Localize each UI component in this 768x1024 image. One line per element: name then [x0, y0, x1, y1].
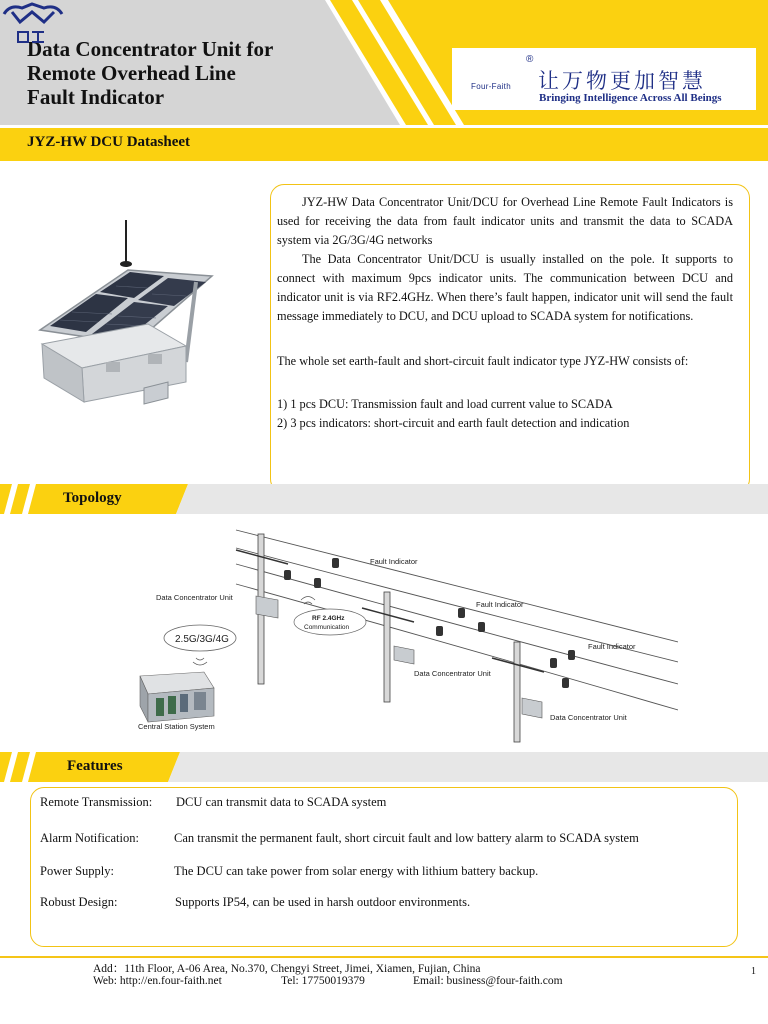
- page-title-line-2: Remote Overhead Line: [27, 61, 236, 85]
- topo-label-network: 2.5G/3G/4G: [175, 634, 229, 645]
- topology-diagram: [118, 522, 678, 744]
- intro-list-item-1: 1) 1 pcs DCU: Transmission fault and load current value to SCADA: [277, 397, 613, 411]
- feature-text: Can transmit the permanent fault, short circuit fault and low battery alarm to SCADA system: [174, 831, 639, 845]
- page-title-line-1: Data Concentrator Unit for: [27, 37, 274, 61]
- topo-label-fault-indicator-3: Fault Indicator: [588, 642, 636, 651]
- topo-label-rf-line-2: Communication: [304, 624, 350, 631]
- intro-paragraph-1: JYZ-HW Data Concentrator Unit/DCU for Overhead Line Remote Fault Indicators is used for receiving the data from fault indicator units and transmit the data to SCADA system via 2G/3G/4G networks: [277, 195, 733, 247]
- intro-paragraph-3: The whole set earth-fault and short-circuit fault indicator type JYZ-HW consists of:: [277, 354, 689, 368]
- features-heading: Features: [67, 758, 123, 774]
- feature-label: Robust Design:: [40, 895, 118, 909]
- footer-divider: [0, 956, 768, 958]
- datasheet-title: JYZ-HW DCU Datasheet: [27, 134, 191, 150]
- dcu-product-photo: [36, 212, 254, 410]
- topo-label-fault-indicator-2: Fault Indicator: [476, 600, 524, 609]
- feature-label: Remote Transmission:: [40, 795, 153, 809]
- footer-website-link[interactable]: Web: http://en.four-faith.net: [93, 975, 222, 987]
- topo-label-fault-indicator-1: Fault Indicator: [370, 557, 418, 566]
- topo-label-central-station: Central Station System: [138, 722, 215, 731]
- registered-mark: ®: [526, 54, 534, 65]
- central-station-icon: [140, 672, 214, 722]
- page-title-line-3: Fault Indicator: [27, 85, 165, 109]
- page-number: 1: [751, 966, 756, 977]
- feature-text: The DCU can take power from solar energy with lithium battery backup.: [174, 864, 539, 878]
- slogan-english: Bringing Intelligence Across All Beings: [539, 92, 722, 104]
- network-signal-icon: [193, 658, 207, 665]
- topo-label-dcu-2: Data Concentrator Unit: [414, 669, 491, 678]
- intro-list-item-2: 2) 3 pcs indicators: short-circuit and earth fault detection and indication: [277, 416, 630, 430]
- footer-email-link[interactable]: Email: business@four-faith.com: [413, 975, 563, 987]
- slogan-chinese: 让万物更加智慧: [538, 69, 706, 93]
- topo-label-dcu-3: Data Concentrator Unit: [550, 713, 627, 722]
- feature-text: Supports IP54, can be used in harsh outdoor environments.: [175, 895, 471, 909]
- feature-label: Alarm Notification:: [40, 831, 139, 845]
- intro-paragraph-2: The Data Concentrator Unit/DCU is usually installed on the pole. It supports to connect with maximum 9pcs indicator units. The communication between DCU and indicator unit is via RF2.4GHz. When there’s fault happen, indicator unit will send the fault message immediately to DCU, and DCU upload to SCADA system for notifications.: [277, 252, 733, 323]
- topo-label-dcu-1: Data Concentrator Unit: [156, 593, 233, 602]
- datasheet-title-bar: [0, 128, 768, 161]
- brand-name: Four-Faith: [471, 82, 511, 91]
- features-section-header: [0, 752, 768, 782]
- footer-address: Add：11th Floor, A-06 Area, No.370, Chengyi Street, Jimei, Xiamen, Fujian, China: [93, 963, 481, 975]
- topology-section-header: [0, 484, 768, 514]
- feature-label: Power Supply:: [40, 864, 114, 878]
- feature-text: DCU can transmit data to SCADA system: [176, 795, 387, 809]
- footer-phone: Tel: 17750019379: [281, 975, 365, 987]
- four-faith-logo-icon: [0, 0, 66, 44]
- topo-label-rf-line-1: RF 2.4GHz: [312, 615, 345, 622]
- topology-heading: Topology: [63, 490, 122, 506]
- page-header: [0, 0, 768, 125]
